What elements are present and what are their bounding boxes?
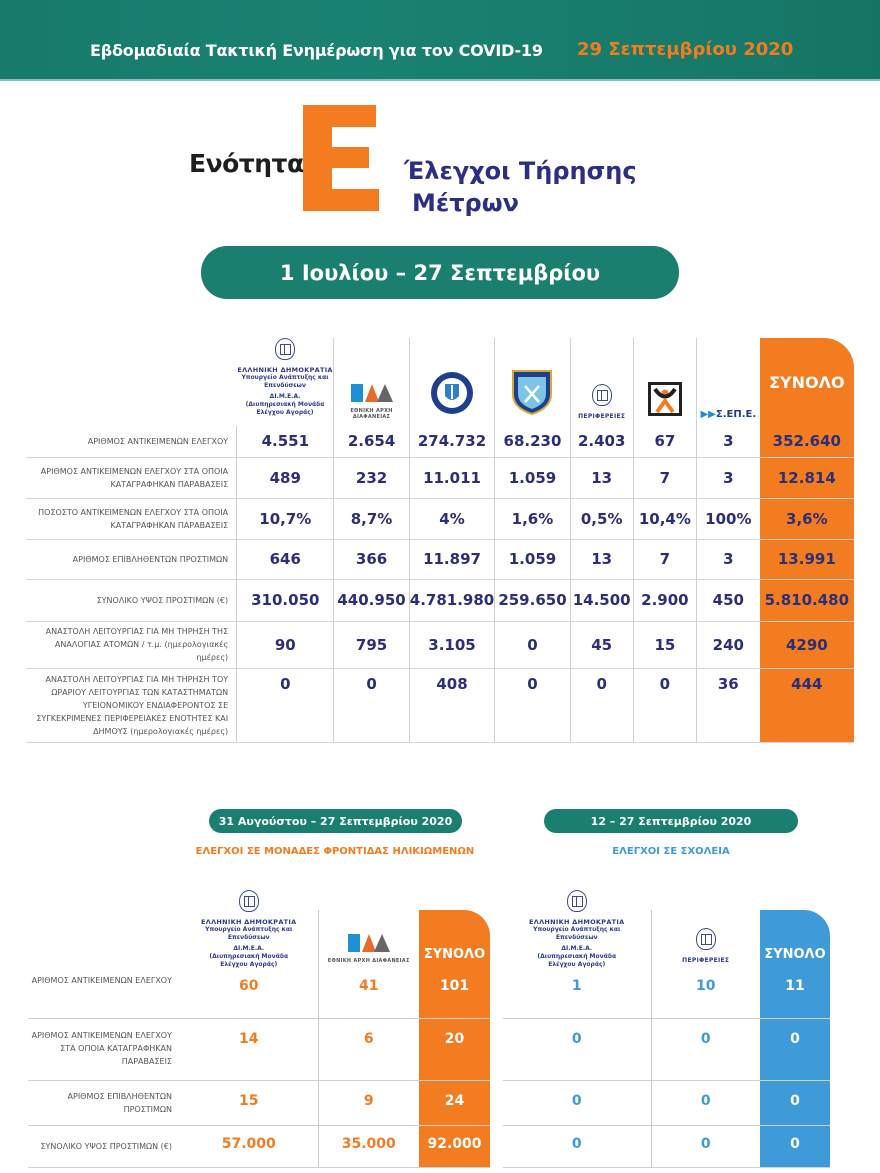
coast-guard-logo-cell xyxy=(495,338,570,426)
cell: 3.105 xyxy=(409,621,495,668)
cell: 0 xyxy=(633,668,696,742)
table-row xyxy=(28,1080,490,1125)
dimea-logo-cell xyxy=(180,910,318,970)
cell: 240 xyxy=(696,621,759,668)
cell: 100% xyxy=(696,498,759,539)
empty-header xyxy=(26,338,237,426)
total-column-header: ΣΥΝΟΛΟ xyxy=(760,910,830,970)
table-row xyxy=(503,1018,830,1080)
cell: 274.732 xyxy=(409,426,495,457)
row-label: ΣΥΝΟΛΙΚΟ ΥΨΟΣ ΠΡΟΣΤΙΜΩΝ (€) xyxy=(28,1125,180,1167)
row-label: ΑΡΙΘΜΟΣ ΑΝΤΙΚΕΙΜΕΝΩΝ ΕΛΕΓΧΟΥ ΣΤΑ ΟΠΟΙΑ ΚΑΤΑΓΡΑΦΗΚΑΝ ΠΑΡΑΒΑΣΕΙΣ xyxy=(28,1018,180,1080)
hellenic-police-badge-icon xyxy=(429,370,475,416)
dimea-logo-cell xyxy=(503,910,651,970)
cell: 9 xyxy=(318,1080,419,1125)
dimea-logo: ΕΛΛΗΝΙΚΗ ΔΗΜΟΚΡΑΤΙΑ Υπουργείο Ανάπτυξης και Επενδύσεων ΔΙ.Μ.Ε.Α. (Διυπηρεσιακή Μονάδα Ελέγχου Αγοράς) xyxy=(180,890,318,969)
police-logo-cell xyxy=(409,338,495,426)
dimea-logo: ΕΛΛΗΝΙΚΗ ΔΗΜΟΚΡΑΤΙΑ Υπουργείο Ανάπτυξης και Επενδύσεων ΔΙ.Μ.Ε.Α. (Διυπηρεσιακή Μονάδα Ελέγχου Αγοράς) xyxy=(237,338,334,417)
cell: 1,6% xyxy=(495,498,570,539)
cell: 41 xyxy=(318,970,419,1018)
cell: 450 xyxy=(696,579,759,621)
logo-row xyxy=(26,338,854,426)
row-label: ΑΡΙΘΜΟΣ ΕΠΙΒΛΗΘΕΝΤΩΝ ΠΡΟΣΤΙΜΩΝ xyxy=(28,1080,180,1125)
cell: 67 xyxy=(633,426,696,457)
table-row xyxy=(26,539,854,579)
table-row xyxy=(28,970,490,1018)
total-cell: 444 xyxy=(760,668,854,742)
cell: 60 xyxy=(180,970,318,1018)
cell: 1.059 xyxy=(495,539,570,579)
total-cell: 24 xyxy=(419,1080,490,1125)
cell: 408 xyxy=(409,668,495,742)
table-row xyxy=(26,579,854,621)
cell: 8,7% xyxy=(334,498,409,539)
table-row xyxy=(503,1080,830,1125)
cell: 232 xyxy=(334,457,409,498)
total-cell: 0 xyxy=(760,1080,830,1125)
table-row xyxy=(26,426,854,457)
elderly-period-pill: 31 Αυγούστου – 27 Σεπτεμβρίου 2020 xyxy=(209,809,462,833)
cell: 7 xyxy=(633,457,696,498)
table-row xyxy=(26,668,854,742)
total-cell: 92.000 xyxy=(419,1125,490,1167)
greek-crest-icon xyxy=(567,890,587,912)
row-label: ΑΝΑΣΤΟΛΗ ΛΕΙΤΟΥΡΓΙΑΣ ΓΙΑ ΜΗ ΤΗΡΗΣΗ ΤΟΥ ΩΡΑΡΙΟΥ ΛΕΙΤΟΥΡΓΙΑΣ ΤΩΝ ΚΑΤΑΣΤΗΜΑΤΩΝ ΥΓΕΙΟΝΟΜΙΚΟΥ ΕΝΔΙΑΦΕΡΟΝΤΟΣ ΣΕ ΣΥΓΚΕΚΡΙΜΕΝΕΣ ΠΕΡΙΦΕΡΕΙΑΚΕΣ ΕΝΟΤΗΤΕΣ ΚΑΙ ΔΗΜΟΥΣ (ημερολογιακές ημέρες) xyxy=(26,668,237,742)
logo-row xyxy=(28,910,490,970)
main-period-pill: 1 Ιουλίου – 27 Σεπτεμβρίου xyxy=(201,246,679,299)
cell: 0 xyxy=(651,1125,760,1167)
cell: 0 xyxy=(237,668,334,742)
section-subtitle xyxy=(404,155,637,219)
cell: 2.654 xyxy=(334,426,409,457)
table-row xyxy=(503,970,830,1018)
main-controls-table xyxy=(26,338,854,743)
elderly-care-table xyxy=(28,910,490,1168)
cell: 68.230 xyxy=(495,426,570,457)
cell: 90 xyxy=(237,621,334,668)
row-label: ΣΥΝΟΛΙΚΟ ΥΨΟΣ ΠΡΟΣΤΙΜΩΝ (€) xyxy=(26,579,237,621)
row-label: ΑΡΙΘΜΟΣ ΑΝΤΙΚΕΙΜΕΝΩΝ ΕΛΕΓΧΟΥ xyxy=(28,970,180,1018)
cell: 646 xyxy=(237,539,334,579)
cell: 4.551 xyxy=(237,426,334,457)
cell: 14 xyxy=(180,1018,318,1080)
cell: 3 xyxy=(696,539,759,579)
cell: 2.403 xyxy=(570,426,633,457)
cell: 0 xyxy=(503,1080,651,1125)
cell: 259.650 xyxy=(495,579,570,621)
row-label: ΠΟΣΟΣΤΟ ΑΝΤΙΚΕΙΜΕΝΩΝ ΕΛΕΓΧΟΥ ΣΤΑ ΟΠΟΙΑ ΚΑΤΑΓΡΑΦΗΚΑΝ ΠΑΡΑΒΑΣΕΙΣ xyxy=(26,498,237,539)
cell: 14.500 xyxy=(570,579,633,621)
cell: 35.000 xyxy=(318,1125,419,1167)
cell: 36 xyxy=(696,668,759,742)
cell: 0 xyxy=(503,1125,651,1167)
municipal-police-logo-cell xyxy=(633,338,696,426)
cell: 15 xyxy=(180,1080,318,1125)
cell: 11.011 xyxy=(409,457,495,498)
total-cell: 20 xyxy=(419,1018,490,1080)
section-subtitle-line1: Έλεγχοι Τήρησης xyxy=(404,157,637,185)
total-cell: 3,6% xyxy=(760,498,854,539)
cell: 45 xyxy=(570,621,633,668)
regions-logo-cell: ΠΕΡΙΦΕΡΕΙΕΣ xyxy=(651,910,760,970)
cell: 1.059 xyxy=(495,457,570,498)
dimea-logo-cell xyxy=(237,338,334,426)
cell: 0 xyxy=(570,668,633,742)
regions-crest-icon xyxy=(696,928,716,950)
cell: 11.897 xyxy=(409,539,495,579)
cell: 57.000 xyxy=(180,1125,318,1167)
sepe-logo-icon: ▶▶Σ.ΕΠ.Ε. xyxy=(700,409,757,420)
eaad-logo-icon xyxy=(349,382,395,404)
total-cell: 0 xyxy=(760,1125,830,1167)
cell: 440.950 xyxy=(334,579,409,621)
total-cell: 5.810.480 xyxy=(760,579,854,621)
total-column-header: ΣΥΝΟΛΟ xyxy=(760,338,854,426)
row-label: ΑΝΑΣΤΟΛΗ ΛΕΙΤΟΥΡΓΙΑΣ ΓΙΑ ΜΗ ΤΗΡΗΣΗ ΤΗΣ ΑΝΑΛΟΓΙΑΣ ΑΤΟΜΩΝ / τ.μ. (ημερολογιακές ημέρες) xyxy=(26,621,237,668)
cell: 2.900 xyxy=(633,579,696,621)
dimea-logo: ΕΛΛΗΝΙΚΗ ΔΗΜΟΚΡΑΤΙΑ Υπουργείο Ανάπτυξης και Επενδύσεων ΔΙ.Μ.Ε.Α. (Διυπηρεσιακή Μονάδα Ελέγχου Αγοράς) xyxy=(503,890,651,969)
eaad-logo-icon xyxy=(346,932,392,954)
schools-period-pill: 12 – 27 Σεπτεμβρίου 2020 xyxy=(544,809,798,833)
elderly-heading: ΕΛΕΓΧΟΙ ΣΕ ΜΟΝΑΔΕΣ ΦΡΟΝΤΙΔΑΣ ΗΛΙΚΙΩΜΕΝΩΝ xyxy=(195,846,475,857)
table-row xyxy=(28,1018,490,1080)
table-row xyxy=(26,457,854,498)
cell: 10 xyxy=(651,970,760,1018)
cell: 795 xyxy=(334,621,409,668)
cell: 310.050 xyxy=(237,579,334,621)
cell: 0 xyxy=(334,668,409,742)
table-row xyxy=(26,498,854,539)
table-row xyxy=(28,1125,490,1167)
total-cell: 13.991 xyxy=(760,539,854,579)
coast-guard-shield-icon xyxy=(511,368,553,416)
schools-table xyxy=(503,910,830,1168)
table-row xyxy=(503,1125,830,1167)
row-label: ΑΡΙΘΜΟΣ ΑΝΤΙΚΕΙΜΕΝΩΝ ΕΛΕΓΧΟΥ xyxy=(26,426,237,457)
cell: 0 xyxy=(651,1018,760,1080)
total-cell: 11 xyxy=(760,970,830,1018)
cell: 10,7% xyxy=(237,498,334,539)
cell: 1 xyxy=(503,970,651,1018)
cell: 10,4% xyxy=(633,498,696,539)
eaad-logo-cell: ΕΘΝΙΚΗ ΑΡΧΗ ΔΙΑΦΑΝΕΙΑΣ xyxy=(334,338,409,426)
total-column-header: ΣΥΝΟΛΟ xyxy=(419,910,490,970)
total-cell: 12.814 xyxy=(760,457,854,498)
cell: 13 xyxy=(570,457,633,498)
cell: 7 xyxy=(633,539,696,579)
header-title: Εβδομαδιαία Τακτική Ενημέρωση για τον COVID-19 xyxy=(90,41,543,60)
table-row xyxy=(26,621,854,668)
regions-crest-icon xyxy=(592,384,612,406)
logo-row xyxy=(503,910,830,970)
cell: 3 xyxy=(696,457,759,498)
greek-crest-icon xyxy=(275,338,295,360)
greek-crest-icon xyxy=(239,890,259,912)
header-banner xyxy=(0,0,880,81)
empty-header xyxy=(28,910,180,970)
cell: 0,5% xyxy=(570,498,633,539)
schools-heading: ΕΛΕΓΧΟΙ ΣΕ ΣΧΟΛΕΙΑ xyxy=(612,846,730,857)
cell: 489 xyxy=(237,457,334,498)
municipal-police-icon xyxy=(648,382,682,416)
section-letter-e-icon xyxy=(303,105,379,211)
section-label: Ενότητα xyxy=(189,149,304,178)
cell: 3 xyxy=(696,426,759,457)
sepe-logo-cell xyxy=(696,338,759,426)
cell: 4% xyxy=(409,498,495,539)
row-label: ΑΡΙΘΜΟΣ ΕΠΙΒΛΗΘΕΝΤΩΝ ΠΡΟΣΤΙΜΩΝ xyxy=(26,539,237,579)
eaad-logo-cell: ΕΘΝΙΚΗ ΑΡΧΗ ΔΙΑΦΑΝΕΙΑΣ xyxy=(318,910,419,970)
cell: 6 xyxy=(318,1018,419,1080)
cell: 4.781.980 xyxy=(409,579,495,621)
total-cell: 0 xyxy=(760,1018,830,1080)
cell: 0 xyxy=(503,1018,651,1080)
total-cell: 4290 xyxy=(760,621,854,668)
cell: 13 xyxy=(570,539,633,579)
cell: 0 xyxy=(495,668,570,742)
cell: 0 xyxy=(495,621,570,668)
row-label: ΑΡΙΘΜΟΣ ΑΝΤΙΚΕΙΜΕΝΩΝ ΕΛΕΓΧΟΥ ΣΤΑ ΟΠΟΙΑ ΚΑΤΑΓΡΑΦΗΚΑΝ ΠΑΡΑΒΑΣΕΙΣ xyxy=(26,457,237,498)
total-cell: 352.640 xyxy=(760,426,854,457)
cell: 0 xyxy=(651,1080,760,1125)
header-date: 29 Σεπτεμβρίου 2020 xyxy=(577,39,794,60)
cell: 15 xyxy=(633,621,696,668)
cell: 366 xyxy=(334,539,409,579)
regions-logo-cell: ΠΕΡΙΦΕΡΕΙΕΣ xyxy=(570,338,633,426)
total-cell: 101 xyxy=(419,970,490,1018)
section-subtitle-line2: Μέτρων xyxy=(412,189,519,217)
